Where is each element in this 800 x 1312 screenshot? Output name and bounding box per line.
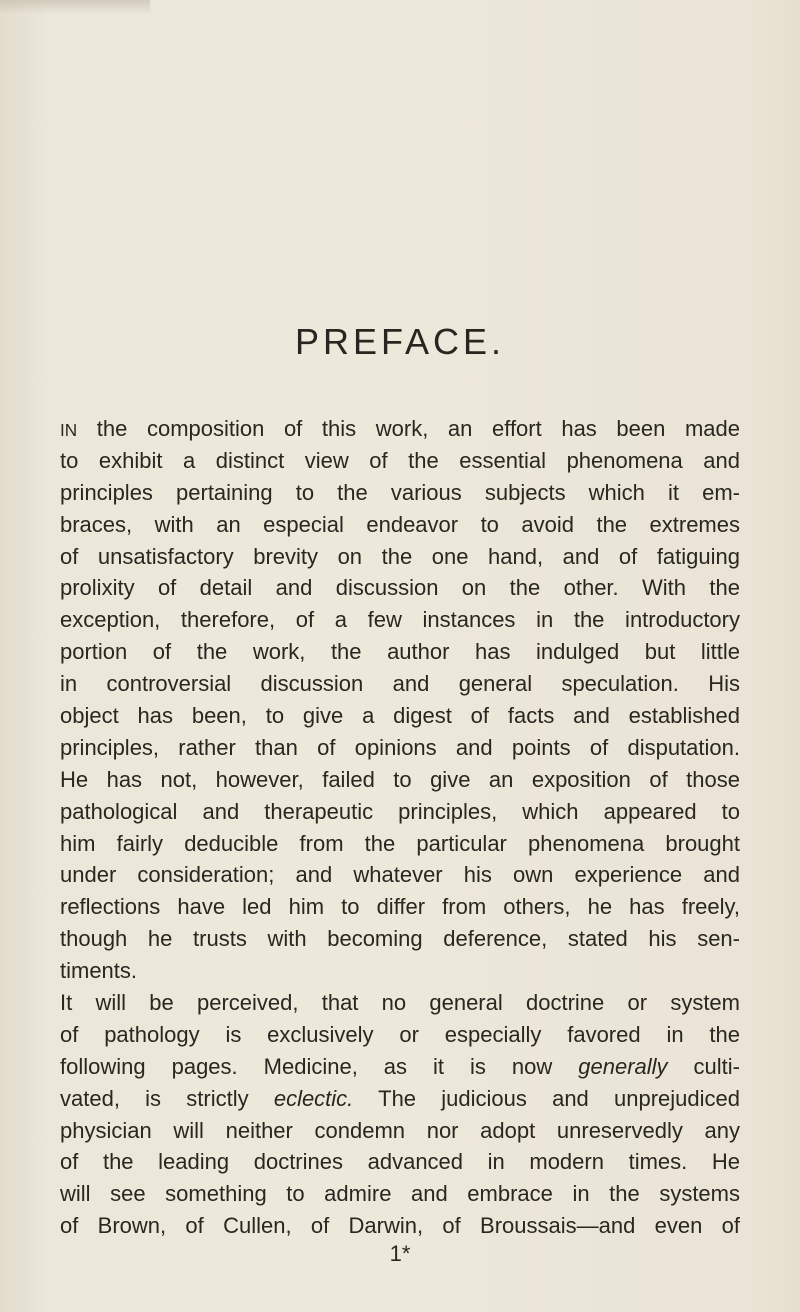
paragraph-1-line-4: braces, with an especial endeavor to avoid the extremes — [60, 511, 740, 537]
paragraph-2-line-8: of Brown, of Cullen, of Darwin, of Broussais—and even of — [60, 1213, 740, 1239]
emphasis-eclectic: eclectic. — [273, 1085, 354, 1111]
paragraph-1-line-14: him fairly deducible from the particular phenomena brought — [60, 830, 740, 856]
paragraph-1-line-17: though he trusts with becoming deference, stated his sen- — [60, 926, 740, 952]
paragraph-2-line-2: of pathology is exclusively or especially favored in the — [60, 1021, 740, 1047]
page-edge-shading — [0, 0, 150, 14]
preface-body — [60, 413, 740, 1242]
paragraph-1-line-5: of unsatisfactory brevity on the one hand, and of fatiguing — [60, 543, 740, 569]
emphasis-generally: generally — [578, 1053, 668, 1079]
paragraph-1-line-7: exception, therefore, of a few instances in the introductory — [60, 607, 740, 633]
paragraph-2-line-6: of the leading doctrines advanced in modern times. He — [60, 1149, 740, 1175]
paragraph-1-line-1: IN the composition of this work, an effort has been made — [60, 416, 740, 441]
paragraph-1-line-11: principles, rather than of opinions and points of disputation. — [60, 734, 740, 760]
page-title: PREFACE. — [294, 321, 506, 362]
paragraph-2-line-7: will see something to admire and embrace in the systems — [60, 1181, 740, 1207]
paragraph-1-line-16: reflections have led him to differ from others, he has freely, — [60, 894, 740, 920]
paragraph-1-line-18: timents. — [60, 958, 138, 984]
paragraph-2-line-1: It will be perceived, that no general doctrine or system — [60, 990, 740, 1016]
paragraph-1-line-3: principles pertaining to the various subjects which it em- — [60, 479, 740, 505]
paragraph-1-line-2: to exhibit a distinct view of the essential phenomena and — [60, 447, 740, 473]
paragraph-2-line-5: physician will neither condemn nor adopt unreservedly any — [60, 1117, 740, 1143]
paragraph-2-line-3: following pages. Medicine, as it is now generally culti- — [60, 1053, 740, 1079]
paragraph-1-line-13: pathological and therapeutic principles, which appeared to — [60, 798, 740, 824]
paragraph-1-line-10: object has been, to give a digest of facts and established — [60, 703, 740, 729]
paragraph-1-line-15: under consideration; and whatever his own experience and — [60, 862, 740, 888]
paragraph-1-line-9: in controversial discussion and general speculation. His — [60, 671, 740, 697]
signature-mark: 1* — [389, 1241, 411, 1266]
paragraph-1-line-6: prolixity of detail and discussion on the other. With the — [60, 575, 740, 601]
paragraph-2-line-4: vated, is strictly eclectic. The judicious and unprejudiced — [60, 1085, 740, 1111]
paragraph-1-line-8: portion of the work, the author has indulged but little — [60, 639, 740, 665]
drop-word: IN — [60, 420, 78, 440]
paragraph-1-line-12: He has not, however, failed to give an exposition of those — [60, 766, 740, 792]
